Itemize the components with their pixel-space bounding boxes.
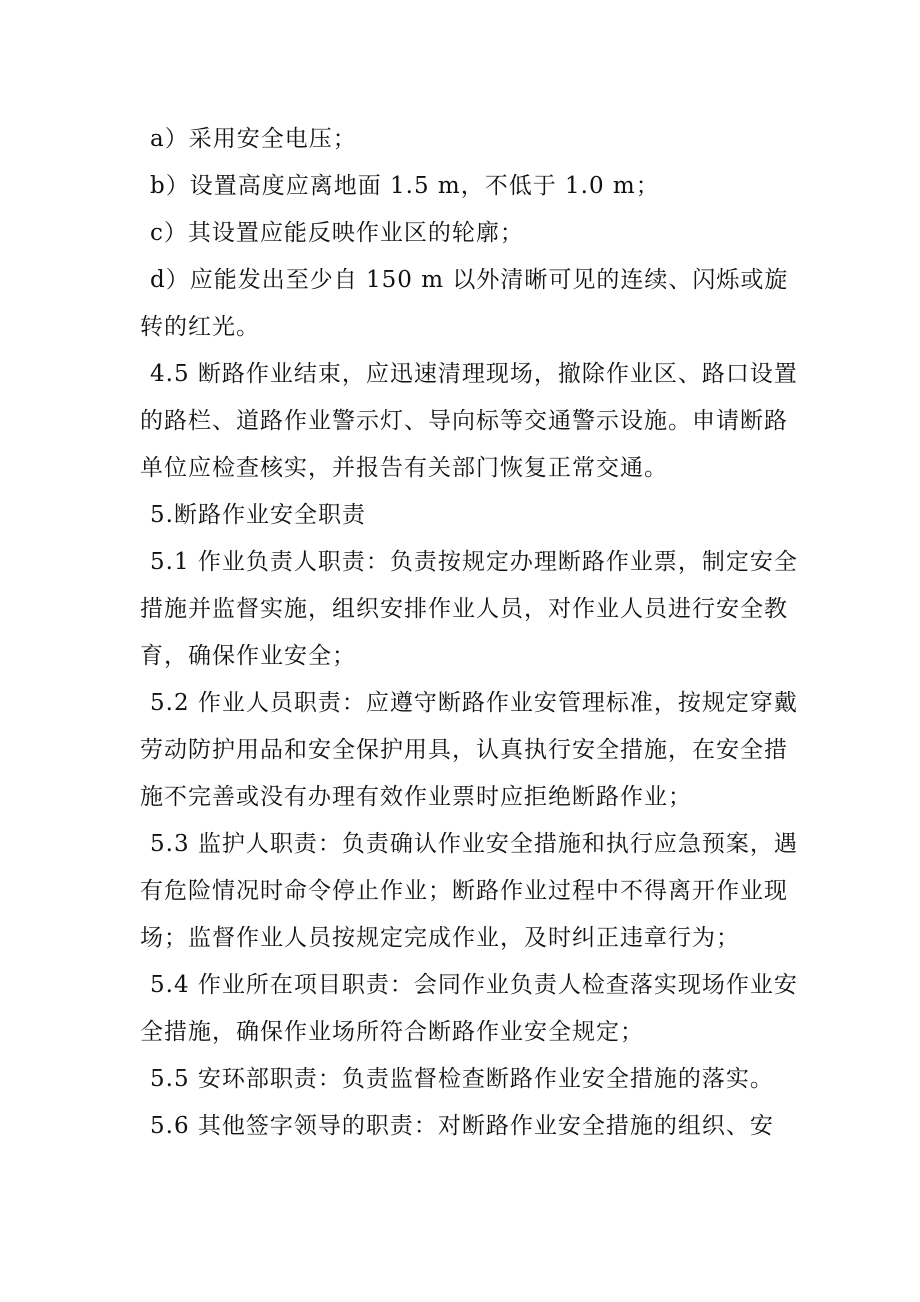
paragraph-section-5-2: 5.2 作业人员职责：应遵守断路作业安管理标准，按规定穿戴劳动防护用品和安全保护用具，认真执行安全措施，在安全措施不完善或没有办理有效作业票时应拒绝断路作业； <box>140 690 798 810</box>
document-body <box>140 116 800 1150</box>
paragraph-section-5-3: 5.3 监护人职责：负责确认作业安全措施和执行应急预案，遇有危险情况时命令停止作业；断路作业过程中不得离开作业现场；监督作业人员按规定完成作业，及时纠正违章行为； <box>140 831 798 951</box>
paragraph-section-5-4: 5.4 作业所在项目职责：会同作业负责人检查落实现场作业安全措施，确保作业场所符合断路作业安全规定； <box>140 972 798 1045</box>
paragraph-item-d: d）应能发出至少自 150 m 以外清晰可见的连续、闪烁或旋转的红光。 <box>140 267 789 340</box>
paragraph-section-5-1: 5.1 作业负责人职责：负责按规定办理断路作业票，制定安全措施并监督实施，组织安排作业人员，对作业人员进行安全教育，确保作业安全； <box>140 549 798 669</box>
paragraph-item-b: b）设置高度应离地面 1.5 m，不低于 1.0 m； <box>150 173 660 199</box>
paragraph-section-4-5: 4.5 断路作业结束，应迅速清理现场，撤除作业区、路口设置的路栏、道路作业警示灯、导向标等交通警示设施。申请断路单位应检查核实，并报告有关部门恢复正常交通。 <box>140 361 798 481</box>
paragraph-section-5-6: 5.6 其他签字领导的职责：对断路作业安全措施的组织、安 <box>150 1113 774 1139</box>
paragraph-section-5-5: 5.5 安环部职责：负责监督检查断路作业安全措施的落实。 <box>150 1066 774 1092</box>
section-heading-5: 5.断路作业安全职责 <box>150 502 366 528</box>
paragraph-item-c: c）其设置应能反映作业区的轮廓； <box>150 220 524 246</box>
paragraph-item-a: a）采用安全电压； <box>150 126 357 152</box>
